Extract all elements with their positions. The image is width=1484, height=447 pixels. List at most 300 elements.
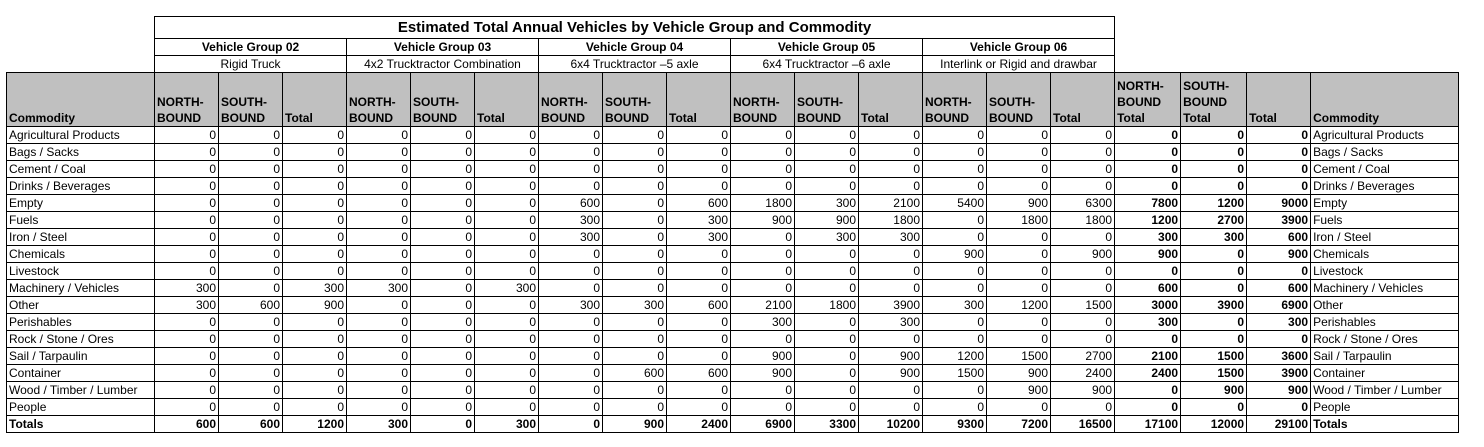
spreadsheet xyxy=(6,16,1459,433)
commodity-label: Bags / Sacks xyxy=(7,144,155,161)
value-cell: 12000 xyxy=(1181,416,1247,433)
value-cell: 0 xyxy=(219,263,283,280)
value-cell: 0 xyxy=(475,399,539,416)
value-cell: 0 xyxy=(539,365,603,382)
value-cell: 0 xyxy=(539,348,603,365)
value-cell: 0 xyxy=(795,399,859,416)
value-cell: 0 xyxy=(411,399,475,416)
value-cell: 10200 xyxy=(859,416,923,433)
table-row xyxy=(7,229,1459,246)
value-cell: 0 xyxy=(411,229,475,246)
header-text: NORTH- xyxy=(733,95,780,109)
value-cell: 1200 xyxy=(1181,195,1247,212)
commodity-label: Totals xyxy=(7,416,155,433)
value-cell: 0 xyxy=(795,365,859,382)
commodity-label-right: Machinery / Vehicles xyxy=(1311,280,1459,297)
value-cell: 0 xyxy=(603,161,667,178)
value-cell: 17100 xyxy=(1115,416,1181,433)
value-cell: 5400 xyxy=(923,195,987,212)
value-cell: 2400 xyxy=(1115,365,1181,382)
value-cell: 300 xyxy=(1181,229,1247,246)
value-cell: 0 xyxy=(155,348,219,365)
value-cell: 0 xyxy=(539,161,603,178)
commodity-label-right: Agricultural Products xyxy=(1311,127,1459,144)
value-cell: 2700 xyxy=(1051,348,1115,365)
commodity-label: Fuels xyxy=(7,212,155,229)
value-cell: 2700 xyxy=(1181,212,1247,229)
value-cell: 0 xyxy=(795,161,859,178)
value-cell: 0 xyxy=(283,144,347,161)
value-cell: 0 xyxy=(1247,331,1311,348)
value-cell: 0 xyxy=(1181,331,1247,348)
value-cell: 0 xyxy=(539,416,603,433)
commodity-label: Other xyxy=(7,297,155,314)
value-cell: 7200 xyxy=(987,416,1051,433)
table-row xyxy=(7,161,1459,178)
value-cell: 0 xyxy=(283,212,347,229)
value-cell: 0 xyxy=(411,348,475,365)
value-cell: 0 xyxy=(283,161,347,178)
value-cell: 0 xyxy=(923,331,987,348)
value-cell: 0 xyxy=(667,178,731,195)
value-cell: 0 xyxy=(795,280,859,297)
table-row xyxy=(7,127,1459,144)
value-cell: 900 xyxy=(731,365,795,382)
value-cell: 900 xyxy=(1247,246,1311,263)
value-cell: 1200 xyxy=(1115,212,1181,229)
value-cell: 7800 xyxy=(1115,195,1181,212)
value-cell: 0 xyxy=(1115,399,1181,416)
value-cell: 0 xyxy=(283,365,347,382)
header-text: SOUTH- xyxy=(413,95,459,109)
value-cell: 0 xyxy=(731,399,795,416)
value-cell: 0 xyxy=(219,195,283,212)
table-title: Estimated Total Annual Vehicles by Vehicle Group and Commodity xyxy=(155,17,1115,39)
value-cell: 0 xyxy=(859,144,923,161)
value-cell: 0 xyxy=(347,195,411,212)
value-cell: 900 xyxy=(603,416,667,433)
value-cell: 0 xyxy=(475,331,539,348)
value-cell: 0 xyxy=(603,399,667,416)
table-row xyxy=(7,348,1459,365)
value-cell: 0 xyxy=(475,348,539,365)
value-cell: 0 xyxy=(347,246,411,263)
value-cell: 0 xyxy=(987,314,1051,331)
value-cell: 0 xyxy=(603,127,667,144)
value-cell: 0 xyxy=(219,212,283,229)
value-cell: 900 xyxy=(1051,246,1115,263)
totals-row xyxy=(7,416,1459,433)
value-cell: 0 xyxy=(283,399,347,416)
value-cell: 0 xyxy=(987,144,1051,161)
header-text: NORTH- xyxy=(349,95,396,109)
commodity-label-right: Empty xyxy=(1311,195,1459,212)
value-cell: 0 xyxy=(155,229,219,246)
value-cell: 300 xyxy=(539,297,603,314)
spacer xyxy=(1115,56,1459,73)
value-cell: 300 xyxy=(1115,314,1181,331)
value-cell: 0 xyxy=(539,399,603,416)
value-cell: 900 xyxy=(731,348,795,365)
column-header-northbound xyxy=(731,73,795,127)
value-cell: 0 xyxy=(347,263,411,280)
value-cell: 3900 xyxy=(1247,365,1311,382)
value-cell: 1500 xyxy=(1051,297,1115,314)
value-cell: 0 xyxy=(1051,178,1115,195)
commodity-label-right: Iron / Steel xyxy=(1311,229,1459,246)
column-header-commodity-right: Commodity xyxy=(1311,73,1459,127)
vehicle-group-description: Rigid Truck xyxy=(155,56,347,73)
value-cell: 900 xyxy=(1115,246,1181,263)
value-cell: 0 xyxy=(155,144,219,161)
column-header-southbound-total xyxy=(1181,73,1247,127)
column-header-northbound xyxy=(923,73,987,127)
value-cell: 600 xyxy=(667,365,731,382)
value-cell: 0 xyxy=(1051,127,1115,144)
value-cell: 0 xyxy=(731,331,795,348)
value-cell: 0 xyxy=(347,127,411,144)
value-cell: 0 xyxy=(539,331,603,348)
value-cell: 0 xyxy=(475,365,539,382)
value-cell: 0 xyxy=(347,314,411,331)
header-text: SOUTH- xyxy=(1183,79,1230,93)
value-cell: 0 xyxy=(603,263,667,280)
column-header-southbound xyxy=(411,73,475,127)
value-cell: 0 xyxy=(603,229,667,246)
header-text: BOUND xyxy=(605,111,649,125)
column-header-total: Total xyxy=(667,73,731,127)
value-cell: 29100 xyxy=(1247,416,1311,433)
column-header-northbound xyxy=(347,73,411,127)
value-cell: 2400 xyxy=(667,416,731,433)
spacer xyxy=(1115,17,1459,39)
value-cell: 0 xyxy=(475,297,539,314)
value-cell: 0 xyxy=(923,127,987,144)
value-cell: 0 xyxy=(1247,178,1311,195)
value-cell: 300 xyxy=(603,297,667,314)
vehicle-group-title: Vehicle Group 02 xyxy=(155,39,347,56)
table-row xyxy=(7,382,1459,399)
commodity-label: Drinks / Beverages xyxy=(7,178,155,195)
value-cell: 600 xyxy=(667,195,731,212)
value-cell: 0 xyxy=(475,144,539,161)
value-cell: 16500 xyxy=(1051,416,1115,433)
value-cell: 0 xyxy=(859,246,923,263)
value-cell: 0 xyxy=(219,365,283,382)
value-cell: 600 xyxy=(1247,229,1311,246)
value-cell: 0 xyxy=(1181,399,1247,416)
commodity-label: Agricultural Products xyxy=(7,127,155,144)
header-text: NORTH- xyxy=(157,95,204,109)
value-cell: 0 xyxy=(923,280,987,297)
value-cell: 0 xyxy=(411,382,475,399)
value-cell: 0 xyxy=(219,246,283,263)
value-cell: 0 xyxy=(923,382,987,399)
value-cell: 0 xyxy=(923,144,987,161)
value-cell: 900 xyxy=(987,382,1051,399)
commodity-label-right: Sail / Tarpaulin xyxy=(1311,348,1459,365)
value-cell: 0 xyxy=(219,382,283,399)
header-text: BOUND xyxy=(157,111,201,125)
value-cell: 0 xyxy=(1115,178,1181,195)
value-cell: 0 xyxy=(1181,178,1247,195)
value-cell: 0 xyxy=(283,263,347,280)
value-cell: 0 xyxy=(987,263,1051,280)
value-cell: 0 xyxy=(219,280,283,297)
value-cell: 0 xyxy=(539,263,603,280)
commodity-label: People xyxy=(7,399,155,416)
header-text: Total xyxy=(1117,111,1145,125)
column-header-southbound xyxy=(219,73,283,127)
value-cell: 0 xyxy=(1051,280,1115,297)
commodity-label: Iron / Steel xyxy=(7,229,155,246)
value-cell: 0 xyxy=(1051,314,1115,331)
value-cell: 600 xyxy=(1247,280,1311,297)
value-cell: 0 xyxy=(1247,399,1311,416)
value-cell: 300 xyxy=(923,297,987,314)
value-cell: 0 xyxy=(411,331,475,348)
column-header-southbound xyxy=(795,73,859,127)
value-cell: 600 xyxy=(1115,280,1181,297)
value-cell: 0 xyxy=(731,178,795,195)
commodity-label-right: Perishables xyxy=(1311,314,1459,331)
value-cell: 0 xyxy=(667,399,731,416)
table-row xyxy=(7,331,1459,348)
value-cell: 300 xyxy=(347,416,411,433)
value-cell: 600 xyxy=(667,297,731,314)
value-cell: 0 xyxy=(283,195,347,212)
value-cell: 0 xyxy=(1115,263,1181,280)
value-cell: 0 xyxy=(411,127,475,144)
commodity-label: Chemicals xyxy=(7,246,155,263)
value-cell: 300 xyxy=(347,280,411,297)
header-text: BOUND xyxy=(1183,95,1228,109)
commodity-label: Sail / Tarpaulin xyxy=(7,348,155,365)
value-cell: 0 xyxy=(411,212,475,229)
value-cell: 0 xyxy=(539,127,603,144)
value-cell: 0 xyxy=(859,331,923,348)
commodity-label-right: Bags / Sacks xyxy=(1311,144,1459,161)
value-cell: 0 xyxy=(1051,399,1115,416)
table-row xyxy=(7,263,1459,280)
value-cell: 0 xyxy=(603,314,667,331)
commodity-label: Wood / Timber / Lumber xyxy=(7,382,155,399)
spacer xyxy=(7,39,155,56)
value-cell: 1500 xyxy=(987,348,1051,365)
value-cell: 0 xyxy=(155,331,219,348)
value-cell: 0 xyxy=(1181,144,1247,161)
value-cell: 300 xyxy=(859,314,923,331)
value-cell: 0 xyxy=(1247,263,1311,280)
value-cell: 900 xyxy=(859,365,923,382)
value-cell: 300 xyxy=(475,416,539,433)
table-row xyxy=(7,399,1459,416)
value-cell: 0 xyxy=(795,314,859,331)
value-cell: 0 xyxy=(859,178,923,195)
spacer xyxy=(7,17,155,39)
value-cell: 1800 xyxy=(731,195,795,212)
value-cell: 900 xyxy=(283,297,347,314)
value-cell: 0 xyxy=(155,246,219,263)
value-cell: 2400 xyxy=(1051,365,1115,382)
value-cell: 0 xyxy=(1181,314,1247,331)
value-cell: 3900 xyxy=(1181,297,1247,314)
value-cell: 0 xyxy=(859,161,923,178)
value-cell: 0 xyxy=(731,280,795,297)
commodity-label-right: Drinks / Beverages xyxy=(1311,178,1459,195)
column-header-grand-total: Total xyxy=(1247,73,1311,127)
value-cell: 6900 xyxy=(1247,297,1311,314)
value-cell: 0 xyxy=(219,127,283,144)
header-text: BOUND xyxy=(797,111,841,125)
value-cell: 0 xyxy=(603,144,667,161)
value-cell: 900 xyxy=(1247,382,1311,399)
value-cell: 0 xyxy=(603,195,667,212)
value-cell: 0 xyxy=(411,178,475,195)
value-cell: 0 xyxy=(987,280,1051,297)
header-text: NORTH- xyxy=(1117,79,1164,93)
table-row xyxy=(7,212,1459,229)
value-cell: 600 xyxy=(155,416,219,433)
value-cell: 900 xyxy=(987,195,1051,212)
value-cell: 0 xyxy=(923,263,987,280)
commodity-label: Rock / Stone / Ores xyxy=(7,331,155,348)
vehicle-group-title: Vehicle Group 06 xyxy=(923,39,1115,56)
header-text: SOUTH- xyxy=(989,95,1035,109)
value-cell: 3900 xyxy=(859,297,923,314)
value-cell: 2100 xyxy=(731,297,795,314)
value-cell: 0 xyxy=(155,263,219,280)
column-header-total: Total xyxy=(283,73,347,127)
value-cell: 0 xyxy=(283,127,347,144)
value-cell: 0 xyxy=(923,161,987,178)
value-cell: 0 xyxy=(411,297,475,314)
value-cell: 1800 xyxy=(1051,212,1115,229)
value-cell: 900 xyxy=(731,212,795,229)
value-cell: 0 xyxy=(731,144,795,161)
value-cell: 1500 xyxy=(923,365,987,382)
column-header-total: Total xyxy=(475,73,539,127)
value-cell: 0 xyxy=(987,246,1051,263)
header-text: NORTH- xyxy=(541,95,588,109)
value-cell: 300 xyxy=(155,297,219,314)
vehicle-group-title: Vehicle Group 05 xyxy=(731,39,923,56)
value-cell: 0 xyxy=(411,314,475,331)
value-cell: 0 xyxy=(219,178,283,195)
value-cell: 2100 xyxy=(1115,348,1181,365)
value-cell: 0 xyxy=(1247,127,1311,144)
value-cell: 0 xyxy=(1181,263,1247,280)
value-cell: 0 xyxy=(219,399,283,416)
value-cell: 0 xyxy=(155,195,219,212)
value-cell: 0 xyxy=(667,246,731,263)
value-cell: 0 xyxy=(795,127,859,144)
value-cell: 0 xyxy=(795,144,859,161)
commodity-label: Machinery / Vehicles xyxy=(7,280,155,297)
value-cell: 2100 xyxy=(859,195,923,212)
value-cell: 0 xyxy=(987,331,1051,348)
commodity-label: Cement / Coal xyxy=(7,161,155,178)
value-cell: 300 xyxy=(795,229,859,246)
value-cell: 0 xyxy=(155,161,219,178)
vehicle-group-title: Vehicle Group 03 xyxy=(347,39,539,56)
value-cell: 0 xyxy=(539,314,603,331)
value-cell: 900 xyxy=(1051,382,1115,399)
value-cell: 0 xyxy=(987,178,1051,195)
value-cell: 600 xyxy=(219,297,283,314)
value-cell: 900 xyxy=(923,246,987,263)
value-cell: 0 xyxy=(859,127,923,144)
commodity-label-right: Livestock xyxy=(1311,263,1459,280)
value-cell: 0 xyxy=(539,280,603,297)
column-header-southbound xyxy=(603,73,667,127)
value-cell: 1200 xyxy=(987,297,1051,314)
commodity-label-right: Wood / Timber / Lumber xyxy=(1311,382,1459,399)
value-cell: 0 xyxy=(1051,144,1115,161)
value-cell: 0 xyxy=(667,263,731,280)
column-header-commodity: Commodity xyxy=(7,73,155,127)
value-cell: 0 xyxy=(667,382,731,399)
value-cell: 1500 xyxy=(1181,365,1247,382)
value-cell: 0 xyxy=(347,382,411,399)
value-cell: 0 xyxy=(1115,144,1181,161)
column-header-southbound xyxy=(987,73,1051,127)
commodity-label: Empty xyxy=(7,195,155,212)
value-cell: 0 xyxy=(539,178,603,195)
value-cell: 0 xyxy=(347,297,411,314)
commodity-label: Livestock xyxy=(7,263,155,280)
value-cell: 0 xyxy=(923,229,987,246)
commodity-label-right: Rock / Stone / Ores xyxy=(1311,331,1459,348)
value-cell: 900 xyxy=(795,212,859,229)
value-cell: 0 xyxy=(411,246,475,263)
header-text: BOUND xyxy=(349,111,393,125)
commodity-label-right: Chemicals xyxy=(1311,246,1459,263)
value-cell: 0 xyxy=(155,365,219,382)
value-cell: 0 xyxy=(987,229,1051,246)
value-cell: 0 xyxy=(731,127,795,144)
value-cell: 0 xyxy=(667,161,731,178)
spacer xyxy=(1115,39,1459,56)
value-cell: 0 xyxy=(603,246,667,263)
value-cell: 0 xyxy=(155,212,219,229)
value-cell: 0 xyxy=(475,127,539,144)
value-cell: 0 xyxy=(347,161,411,178)
value-cell: 3300 xyxy=(795,416,859,433)
vehicle-group-description: 6x4 Trucktractor –5 axle xyxy=(539,56,731,73)
value-cell: 0 xyxy=(347,229,411,246)
value-cell: 0 xyxy=(411,416,475,433)
vehicle-commodity-table xyxy=(6,16,1459,433)
value-cell: 0 xyxy=(923,178,987,195)
value-cell: 3000 xyxy=(1115,297,1181,314)
value-cell: 0 xyxy=(283,348,347,365)
value-cell: 0 xyxy=(795,263,859,280)
value-cell: 0 xyxy=(155,382,219,399)
value-cell: 0 xyxy=(347,348,411,365)
value-cell: 0 xyxy=(283,246,347,263)
value-cell: 0 xyxy=(603,382,667,399)
value-cell: 0 xyxy=(347,178,411,195)
column-header-northbound xyxy=(539,73,603,127)
value-cell: 0 xyxy=(731,382,795,399)
value-cell: 6300 xyxy=(1051,195,1115,212)
value-cell: 0 xyxy=(219,229,283,246)
value-cell: 300 xyxy=(667,212,731,229)
value-cell: 0 xyxy=(1181,161,1247,178)
value-cell: 300 xyxy=(155,280,219,297)
value-cell: 0 xyxy=(859,399,923,416)
